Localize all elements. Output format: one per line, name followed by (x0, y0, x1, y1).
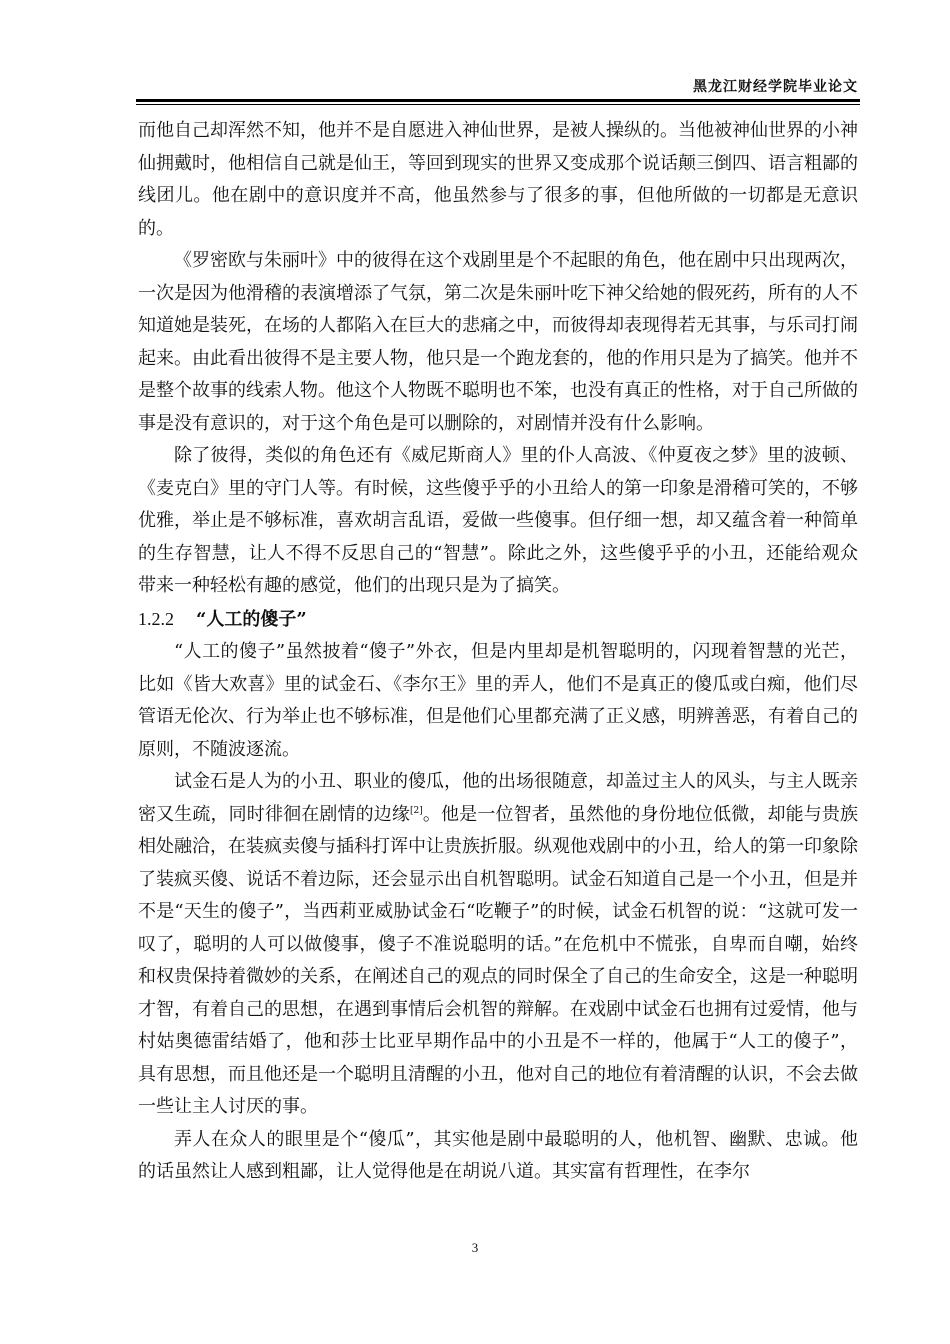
header-divider (136, 99, 860, 105)
running-header-title: 黑龙江财经学院毕业论文 (693, 79, 858, 95)
body-text (138, 115, 858, 1189)
paragraph-5-part-1: 试金石是人为的小丑、职业的傻瓜，他的出场很随意，却盖过主人的风头，与主人既亲密又生疏，同时徘徊在剧情的边缘 (138, 771, 858, 825)
paragraph-5 (138, 766, 858, 1124)
paragraph-1: 而他自己却浑然不知，他并不是自愿进入神仙世界，是被人操纵的。当他被神仙世界的小神仙拥戴时，他相信自己就是仙王，等回到现实的世界又变成那个说话颠三倒四、语言粗鄙的线团儿。他在剧中的意识度并不高，他虽然参与了很多的事，但他所做的一切都是无意识的。 (138, 120, 858, 239)
section-number: 1.2.2 (138, 608, 174, 629)
paragraph-5-part-2: 。他是一位智者，虽然他的身份地位低微，却能与贵族相处融洽，在装疯卖傻与插科打诨中让贵族折服。纵观他戏剧中的小丑，给人的第一印象除了装疯买傻、说话不着边际，还会显示出自机智聪明。试金石知道自己是一个小丑，但是并不是“天生的傻子”，当西莉亚威胁试金石“吃鞭子”的时候，试金石机智的说：“这就可发一叹了，聪明的人可以做傻事，傻子不准说聪明的话。”在危机中不慌张，自卑而自嘲，始终和权贵保持着微妙的关系，在阐述自己的观点的同时保全了自己的生命安全，这是一种聪明才智，有着自己的思想，在遇到事情后会机智的辩解。在戏剧中试金石也拥有过爱情，他与村姑奥德雷结婚了，他和莎士比亚早期作品中的小丑是不一样的，他属于“人工的傻子”，具有思想，而且他还是一个聪明且清醒的小丑，他对自己的地位有着清醒的认识，不会去做一些让主人讨厌的事。 (138, 803, 859, 1117)
paragraph-6: 弄人在众人的眼里是个“傻瓜”，其实他是剧中最聪明的人，他机智、幽默、忠诚。他的话虽然让人感到粗鄙，让人觉得他是在胡说八道。其实富有哲理性，在李尔 (138, 1128, 858, 1182)
page-number: 3 (471, 1240, 479, 1255)
paragraph-3: 除了彼得，类似的角色还有《威尼斯商人》里的仆人高波、《仲夏夜之梦》里的波顿、《麦克白》里的守门人等。有时候，这些傻乎乎的小丑给人的第一印象是滑稽可笑的，不够优雅，举止是不够标准，喜欢胡言乱语，爱做一些傻事。但仔细一想，却又蕴含着一种简单的生存智慧，让人不得不反思自己的“智慧”。除此之外，这些傻乎乎的小丑，还能给观众带来一种轻松有趣的感觉，他们的出现只是为了搞笑。 (138, 445, 858, 596)
paragraph-2: 《罗密欧与朱丽叶》中的彼得在这个戏剧里是个不起眼的角色，他在剧中只出现两次，一次是因为他滑稽的表演增添了气氛，第二次是朱丽叶吃下神父给她的假死药，所有的人不知道她是装死，在场的人都陷入在巨大的悲痛之中，而彼得却表现得若无其事，与乐司打闹起来。由此看出彼得不是主要人物，他只是一个跑龙套的，他的作用只是为了搞笑。他并不是整个故事的线索人物。他这个人物既不聪明也不笨，也没有真正的性格，对于自己所做的事是没有意识的，对于这个角色是可以删除的，对剧情并没有什么影响。 (138, 250, 858, 434)
section-title: “人工的傻子” (196, 608, 307, 630)
section-heading (138, 603, 858, 637)
paragraph-4: “人工的傻子”虽然披着“傻子”外衣，但是内里却是机智聪明的，闪现着智慧的光芒，比如《皆大欢喜》里的试金石、《李尔王》里的弄人，他们不是真正的傻瓜或白痴，他们尽管语无伦次、行为举止也不够标准，但是他们心里都充满了正义感，明辨善恶，有着自己的原则，不随波逐流。 (138, 641, 858, 760)
citation-marker[interactable]: [2] (410, 805, 423, 816)
